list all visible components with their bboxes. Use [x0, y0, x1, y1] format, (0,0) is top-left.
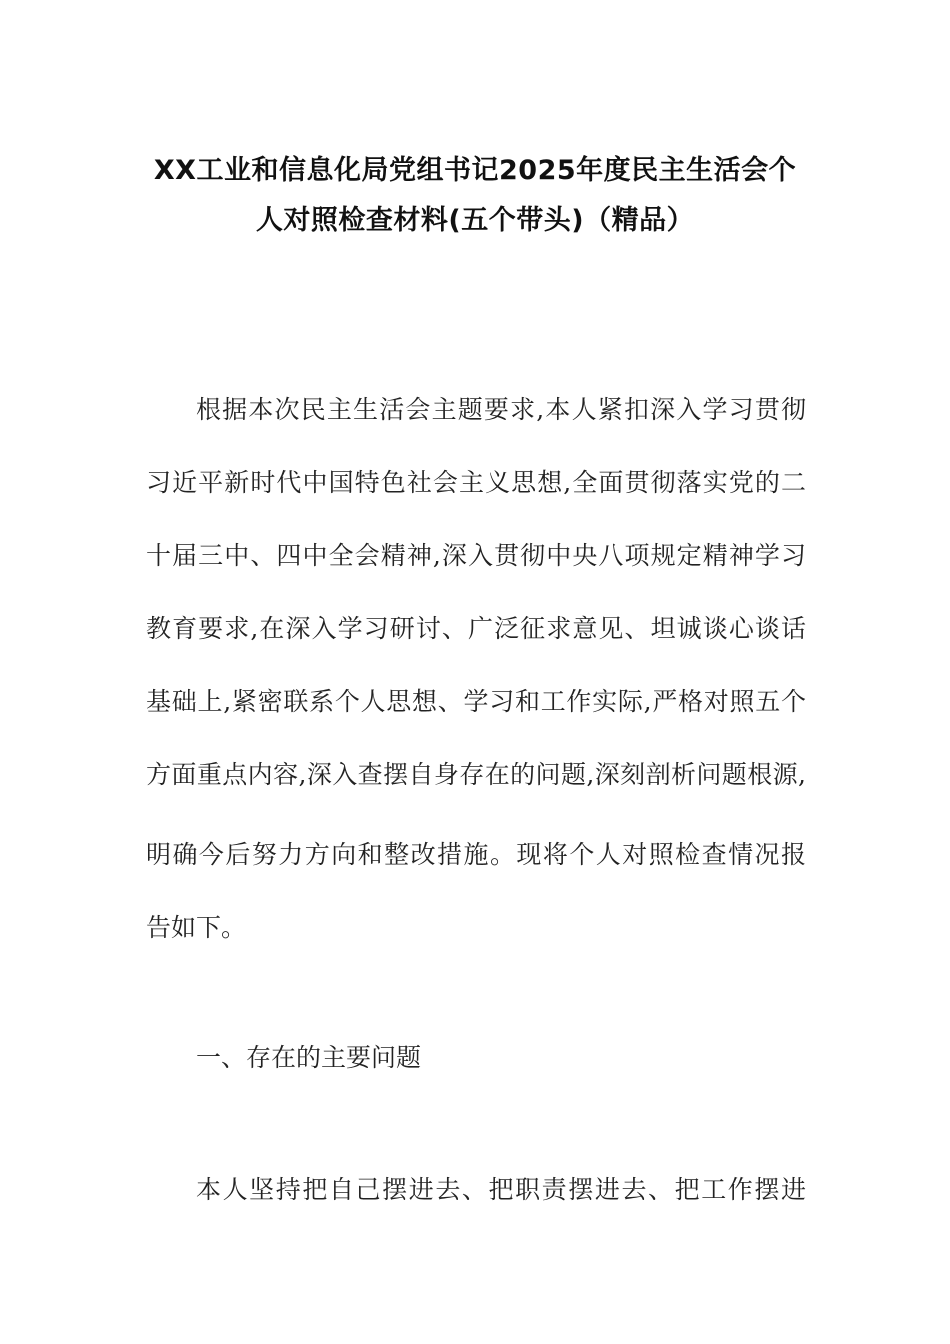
intro-paragraph-line-6: 方面重点内容,深入查摆自身存在的问题,深刻剖析问题根源,	[146, 760, 806, 789]
intro-paragraph-line-8: 告如下。	[146, 913, 247, 942]
intro-paragraph-line-3: 十届三中、四中全会精神,深入贯彻中央八项规定精神学习	[146, 541, 806, 570]
document-title-line-1: XX工业和信息化局党组书记2025年度民主生活会个	[153, 155, 797, 186]
section-paragraph-line-1: 本人坚持把自己摆进去、把职责摆进去、把工作摆进	[196, 1175, 806, 1204]
intro-paragraph-line-7: 明确今后努力方向和整改措施。现将个人对照检查情况报	[146, 840, 806, 869]
intro-paragraph-line-2: 习近平新时代中国特色社会主义思想,全面贯彻落实党的二	[146, 468, 806, 497]
intro-paragraph-line-4: 教育要求,在深入学习研讨、广泛征求意见、坦诚谈心谈话	[146, 614, 806, 643]
document-title-line-2: 人对照检查材料(五个带头)（精品）	[255, 205, 695, 236]
intro-paragraph-line-5: 基础上,紧密联系个人思想、学习和工作实际,严格对照五个	[146, 687, 806, 716]
section-heading: 一、存在的主要问题	[196, 1043, 422, 1072]
intro-paragraph-line-1: 根据本次民主生活会主题要求,本人紧扣深入学习贯彻	[196, 395, 806, 424]
